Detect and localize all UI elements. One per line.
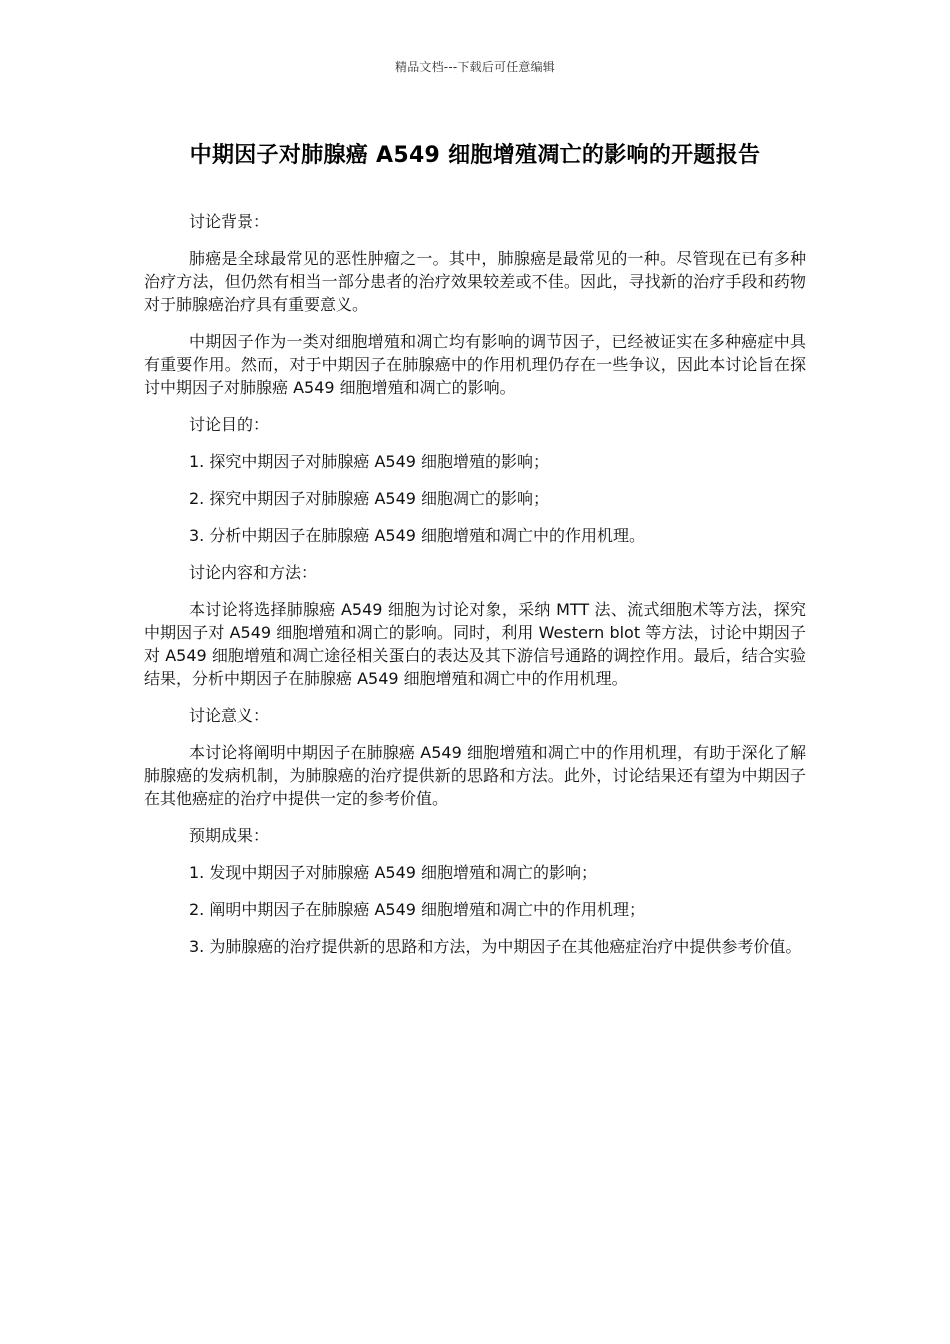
background-heading: 讨论背景：	[189, 212, 270, 231]
methods-paragraph: 本讨论将选择肺腺癌 A549 细胞为讨论对象，采纳 MTT 法、流式细胞术等方法，探究中期因子对 A549 细胞增殖和凋亡的影响。同时，利用 Western blot 等方法，讨论中期因子对 A549 细胞增殖和凋亡途径相关蛋白的表达及其下游信号通路的调控作用。最后，结合实验结果，分析中期因子在肺腺癌 A549 细胞增殖和凋亡中的作用机理。	[144, 600, 806, 688]
background-paragraph-1: 肺癌是全球最常见的恶性肿瘤之一。其中，肺腺癌是最常见的一种。尽管现在已有多种治疗方法，但仍然有相当一部分患者的治疗效果较差或不佳。因此，寻找新的治疗手段和药物对于肺腺癌治疗具有重要意义。	[144, 249, 806, 314]
outcome-item-1: 1. 发现中期因子对肺腺癌 A549 细胞增殖和凋亡的影响；	[189, 863, 598, 882]
methods-heading: 讨论内容和方法：	[189, 563, 318, 582]
objective-item-1: 1. 探究中期因子对肺腺癌 A549 细胞增殖的影响；	[189, 452, 550, 471]
outcome-item-3: 3. 为肺腺癌的治疗提供新的思路和方法，为中期因子在其他癌症治疗中提供参考价值。	[189, 937, 802, 956]
objective-item-3: 3. 分析中期因子在肺腺癌 A549 细胞增殖和凋亡中的作用机理。	[189, 526, 646, 545]
document-title: 中期因子对肺腺癌 A549 细胞增殖凋亡的影响的开题报告	[189, 143, 761, 168]
significance-heading: 讨论意义：	[189, 706, 270, 725]
background-paragraph-2: 中期因子作为一类对细胞增殖和凋亡均有影响的调节因子，已经被证实在多种癌症中具有重要作用。然而，对于中期因子在肺腺癌中的作用机理仍存在一些争议，因此本讨论旨在探讨中期因子对肺腺癌 A549 细胞增殖和凋亡的影响。	[144, 332, 806, 397]
outcomes-heading: 预期成果：	[189, 826, 270, 845]
outcome-item-2: 2. 阐明中期因子在肺腺癌 A549 细胞增殖和凋亡中的作用机理；	[189, 900, 646, 919]
document-body	[144, 210, 806, 972]
significance-paragraph: 本讨论将阐明中期因子在肺腺癌 A549 细胞增殖和凋亡中的作用机理，有助于深化了解肺腺癌的发病机制，为肺腺癌的治疗提供新的思路和方法。此外，讨论结果还有望为中期因子在其他癌症的治疗中提供一定的参考价值。	[144, 743, 806, 808]
page-header: 精品文档---下载后可任意编辑	[395, 60, 555, 74]
objectives-heading: 讨论目的：	[189, 415, 270, 434]
objective-item-2: 2. 探究中期因子对肺腺癌 A549 细胞凋亡的影响；	[189, 489, 550, 508]
